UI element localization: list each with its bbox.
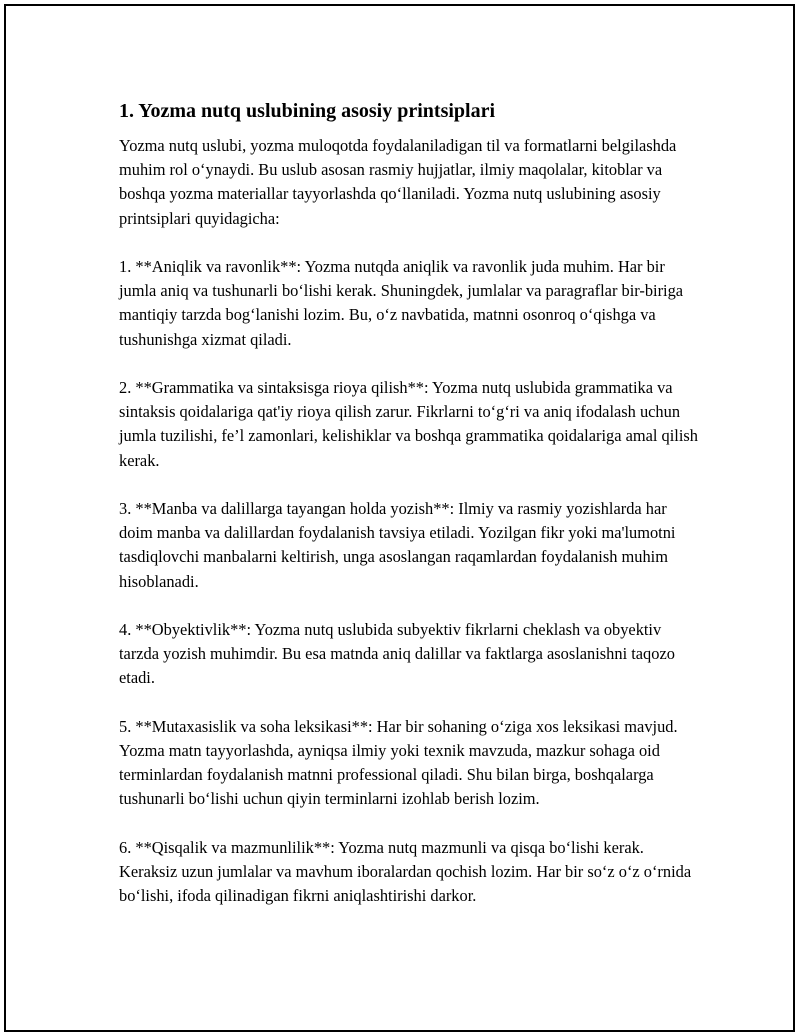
paragraph-item-1: 1. **Aniqlik va ravonlik**: Yozma nutqda aniqlik va ravonlik juda muhim. Har bir jumla aniq va tushunarli boʻlishi kerak. Shuningdek, jumlalar va paragraflar bir-biriga mantiqiy tarzda bogʻlanishi lozim. Bu, oʻz navbatida, matnni osonroq oʻqishga va tushunishga xizmat qiladi. [119, 257, 684, 349]
paragraph-intro: Yozma nutq uslubi, yozma muloqotda foydalaniladigan til va formatlarni belgilashda muhim rol oʻynaydi. Bu uslub asosan rasmiy hujjatlar, ilmiy maqolalar, kitoblar va boshqa yozma materiallar tayyorlashda qoʻllaniladi. Yozma nutq uslubining asosiy printsiplari quyidagicha: [119, 136, 677, 228]
document-title: 1. Yozma nutq uslubining asosiy printsiplari [119, 100, 496, 122]
paragraph-item-5: 5. **Mutaxasislik va soha leksikasi**: Har bir sohaning oʻziga xos leksikasi mavjud. Yozma matn tayyorlashda, ayniqsa ilmiy yoki texnik mavzuda, mazkur sohaga oid terminlardan foydalanish matnni professional qiladi. Shu bilan birga, boshqalarga tushunarli boʻlishi uchun qiyin terminlarni izohlab berish lozim. [119, 716, 678, 809]
paragraph-item-6: 6. **Qisqalik va mazmunlilik**: Yozma nutq mazmunli va qisqa boʻlishi kerak. Keraksiz uzun jumlalar va mavhum iboralardan qochish lozim. Har bir soʻz oʻz oʻrnida boʻlishi, ifoda qilinadigan fikrni aniqlashtirishi darkor. [119, 837, 692, 906]
paragraph-item-2: 2. **Grammatika va sintaksisga rioya qilish**: Yozma nutq uslubida grammatika va sintaksis qoidalariga qat'iy rioya qilish zarur. Fikrlarni toʻgʻri va aniq ifodalash uchun jumla tuzilishi, fe’l zamonlari, kelishiklar va boshqa grammatika qoidalariga amal qilish kerak. [119, 378, 698, 470]
paragraph-item-3: 3. **Manba va dalillarga tayangan holda yozish**: Ilmiy va rasmiy yozishlarda har doim manba va dalillardan foydalanish tavsiya etiladi. Yozilgan fikr yoki ma'lumotni tasdiqlovchi manbalarni keltirish, unga asoslangan raqamlardan foydalanish muhim hisoblanadi. [119, 499, 676, 591]
page-frame [4, 4, 795, 1032]
document-body [119, 98, 699, 908]
paragraph-item-4: 4. **Obyektivlik**: Yozma nutq uslubida subyektiv fikrlarni cheklash va obyektiv tarzda yozish muhimdir. Bu esa matnda aniq dalillar va faktlarga asoslanishni taqozo etadi. [119, 620, 675, 688]
